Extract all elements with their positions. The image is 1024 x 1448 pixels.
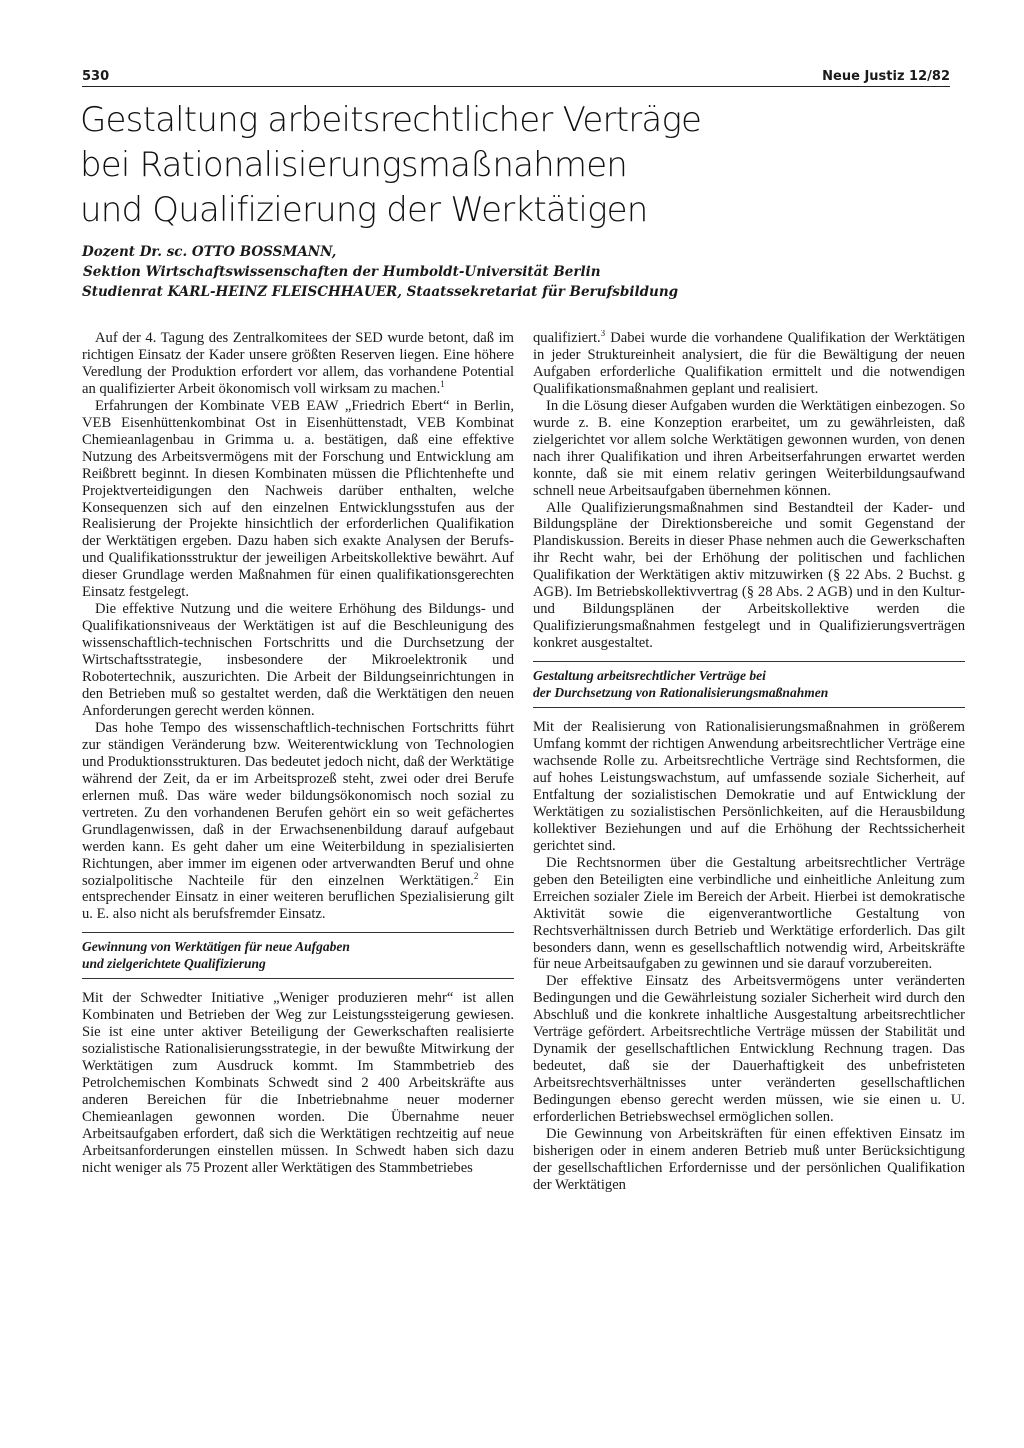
author-block <box>82 242 962 302</box>
article-title <box>80 98 940 233</box>
title-line: Gestaltung arbeitsrechtlicher Verträge <box>80 100 702 140</box>
section-heading: Gewinnung von Werktätigen für neue Aufgaben und zielgerichtete Qualifizierung <box>82 932 514 979</box>
author-line: Studienrat KARL-HEINZ FLEISCHHAUER, Staatssekretariat für Berufsbildung <box>82 284 679 300</box>
paragraph: Mit der Schwedter Initiative „Weniger produzieren mehr“ ist allen Kombinaten und Betrieben der Weg zur Leistungssteigerung gewiesen. Sie ist eine unter aktiver Beteiligung der Gewerkschaften realisierte sozialistische Rationalisierungsstrategie, in der bewußte Mitwirkung der Werktätigen zum Ausdruck kommt. Im Stammbetrieb des Petrolchemischen Kombinats Schwedt sind 2 400 Arbeitskräfte aus anderen Bereichen für die Inbetriebnahme neuer moderner Chemieanlagen gewonnen worden. Die Übernahme neuer Arbeitsaufgaben erfordert, daß sich die Werktätigen rechtzeitig auf neue Arbeitsanforderungen einstellen müssen. In Schwedt haben sich dazu nicht weniger als 75 Prozent aller Werktätigen des Stammbetriebes <box>82 990 514 1176</box>
title-line: bei Rationalisierungsmaßnahmen <box>80 145 628 185</box>
paragraph: Die Rechtsnormen über die Gestaltung arbeitsrechtlicher Verträge geben den Beteiligten eine verbindliche und einheitliche Anleitung zum Erreichen sozialer Ziele im Bereich der Arbeit. Hierbei ist demokratische Aktivität sowie die eigenverantwortliche Gestaltung von Rechtsverhältnissen durch Betrieb und Werktätige erforderlich. Das gilt besonders dann, wenn es gesellschaftlich notwendig wird, Arbeitskräfte für neue Arbeitsaufgaben zu gewinnen und sie darauf vorzubereiten. <box>533 854 965 973</box>
author-line: Sektion Wirtschaftswissenschaften der Humboldt-Universität Berlin <box>83 264 601 280</box>
paragraph: Die effektive Nutzung und die weitere Erhöhung des Bildungs- und Qualifikationsniveaus der Werktätigen ist auf die Beschleunigung des wissenschaftlich-technischen Fortschritts und die Durchsetzung der Wirtschaftsstrategie, insbesondere der Mikroelektronik und Robotertechnik, auszurichten. Die Arbeit der Bildungseinrichtungen in den Betrieben muß so gestaltet werden, daß die Werktätigen den neuen Anforderungen gerecht werden können. <box>82 601 514 719</box>
left-column <box>82 330 514 1390</box>
paragraph: Mit der Realisierung von Rationalisierungsmaßnahmen in größerem Umfang kommt der richtigen Anwendung arbeitsrechtlicher Verträge eine wachsende Rolle zu. Arbeitsrechtliche Verträge sind Rechtsformen, die auf hohes Leistungswachstum, auf umfassende soziale Sicherheit, auf Entfaltung der sozialistischen Demokratie und auf Entwicklung der Werktätigen zu sozialistischen Persönlichkeiten, auf die Herausbildung kollektiver Beziehungen und auf die Erhöhung der Rechtssicherheit gerichtet sind. <box>533 719 965 854</box>
page-number: 530 <box>82 69 110 84</box>
author-line: Dozent Dr. sc. OTTO BOSSMANN, <box>82 244 337 260</box>
right-column <box>533 330 965 1390</box>
paragraph: Die Gewinnung von Arbeitskräften für einen effektiven Einsatz im bisherigen oder in einem anderen Betrieb muß unter Berücksichtigung der gesellschaftlichen Erfordernisse und der persönlichen Qualifikation der Werktätigen <box>533 1125 965 1193</box>
section-heading: Gestaltung arbeitsrechtlicher Verträge bei der Durchsetzung von Rationalisierungsmaßnahmen <box>533 661 965 708</box>
footnote-ref: 3 <box>600 330 606 339</box>
journal-issue: Neue Justiz 12/82 <box>822 69 950 84</box>
footnote-ref: 2 <box>473 870 479 881</box>
footnote-ref: 1 <box>440 379 445 389</box>
paragraph: Auf der 4. Tagung des Zentralkomitees der SED wurde betont, daß im richtigen Einsatz der Kader unsere größten Reserven liegen. Eine höhere Veredlung der Produktion erfordert vor allem, das vorhandene Potential an qualifizierter Arbeit ökonomisch voll wirksam zu machen.$^1$ <box>82 330 514 397</box>
title-line: und Qualifizierung der Werktätigen <box>80 190 648 230</box>
paragraph: Der effektive Einsatz des Arbeitsvermögens unter veränderten Bedingungen und die Gewährleistung sozialer Sicherheit wird durch den Abschluß und die konkrete inhaltliche Ausgestaltung arbeitsrechtlicher Verträge gefördert. Arbeitsrechtliche Verträge müssen der Stabilität und Dynamik der gesellschaftlichen Entwicklung Rechnung tragen. Das bedeutet, daß sie der Dauerhaftigkeit des unbefristeten Arbeitsrechtsverhältnisses unter veränderten gesellschaftlichen Bedingungen ebenso gerecht werden müssen, wie sie einen u. U. erforderlichen Betriebswechsel ermöglichen sollen. <box>533 973 965 1126</box>
paragraph: qualifiziert.$^3$ Dabei wurde die vorhandene Qualifikation der Werktätigen in jeder Struktureinheit analysiert, die für die Bewältigung der neuen Aufgaben erforderliche Qualifikation ermittelt und die notwendigen Qualifikationsmaßnahmen geplant und realisiert. <box>533 330 965 397</box>
paragraph: Das hohe Tempo des wissenschaftlich-technischen Fortschritts führt zur ständigen Veränderung bzw. Weiterentwicklung von Technologien und Produktionsstrukturen. Das bedeutet jedoch nicht, daß der Werktätige während der Zeit, da er im Arbeitsprozeß steht, zwei oder drei Berufe erlernen muß. Das wäre weder bildungsökonomisch noch sozial zu vertreten. Zu den vorhandenen Berufen gehört ein so weit gefächertes Grundlagenwissen, daß in der Erwachsenenbildung darauf aufgebaut werden kann. Es geht daher um eine Weiterbildung in spezialisierten Richtungen, aber immer im eigenen oder artverwandten Beruf und ohne sozialpolitische Nachteile für den einzelnen Werktätigen.$^2$ Ein entsprechender Einsatz in einer weiteren beruflichen Spezialisierung gilt u. E. also nicht als berufsfremder Einsatz. <box>82 719 514 923</box>
paragraph: Alle Qualifizierungsmaßnahmen sind Bestandteil der Kader- und Bildungspläne der Direktionsbereiche und somit Gegenstand der Plandiskussion. Bereits in dieser Phase nehmen auch die Gewerkschaften ihr Recht wahr, bei der Erhöhung der politischen und fachlichen Qualifikation der Werktätigen aktiv mitzuwirken (§ 22 Abs. 2 Buchst. g AGB). Im Betriebskollektivvertrag (§ 28 Abs. 2 AGB) und in den Kultur- und Bildungsplänen der Arbeitskollektive werden die Qualifizierungsmaßnahmen festgelegt und in Qualifizierungsverträgen konkret ausgestaltet. <box>533 499 965 652</box>
page-header <box>82 62 950 87</box>
paragraph: In die Lösung dieser Aufgaben wurden die Werktätigen einbezogen. So wurde z. B. eine Konzeption erarbeitet, um zu gewährleisten, daß zielgerichtet vor allem solche Werktätigen gewonnen wurden, von denen nach ihrer Qualifikation und ihren Arbeitserfahrungen erwartet werden konnte, daß sie mit einem relativ geringen Weiterbildungsaufwand schnell neue Arbeitsaufgaben übernehmen können. <box>533 397 965 499</box>
paragraph: Erfahrungen der Kombinate VEB EAW „Friedrich Ebert“ in Berlin, VEB Eisenhüttenkombinat Ost in Eisenhüttenstadt, VEB Kombinat Chemieanlagenbau in Grimma u. a. bestätigen, daß eine effektive Nutzung des Arbeitsvermögens mit der Forschung und Entwicklung am Reißbrett beginnt. In diesen Kombinaten müssen die Pflichtenhefte und Projektverteidigungen den Nachweis darüber enthalten, welche Konsequenzen sich auf den einzelnen Entwicklungsstufen aus der Realisierung der Projekte hinsichtlich der erforderlichen Qualifikation der Werktätigen ergeben. Dazu haben sich exakte Analysen der Berufs- und Qualifikationsstruktur der jeweiligen Arbeitskollektive bewährt. Auf dieser Grundlage werden Maßnahmen für einen qualifikationsgerechten Einsatz festgelegt. <box>82 397 514 601</box>
